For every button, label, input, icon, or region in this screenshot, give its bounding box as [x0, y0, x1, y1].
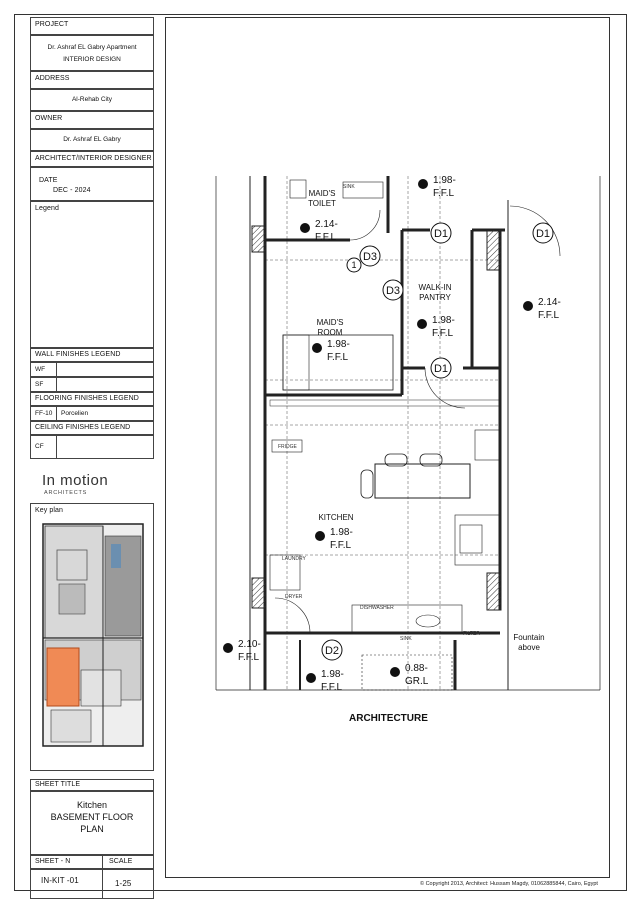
legend-code: CF	[31, 436, 57, 458]
key-plan-label: Key plan	[35, 507, 64, 514]
door-tag-label: D1	[433, 363, 449, 375]
level-datum: F.F.L	[330, 540, 352, 551]
fixture-label: LAUNDRY	[282, 556, 306, 562]
floor-legend-title: FLOORING FINISHES LEGEND	[35, 395, 139, 402]
door-tag-label: D1	[535, 228, 551, 240]
fixture-label: FRIDGE	[278, 444, 297, 450]
fixture-label: SINK	[400, 636, 412, 642]
level-marker	[306, 673, 316, 683]
project-label: PROJECT	[35, 21, 69, 28]
level-datum: F.F.L	[538, 310, 560, 321]
fixture-label: DRYER	[285, 594, 303, 600]
level-datum: F.F.L	[433, 188, 455, 199]
copyright-text: © Copyright 2013, Architect: Hussam Magdy, 01062885844, Cairo, Egypt	[420, 881, 598, 887]
level-datum: GR.L	[405, 676, 429, 687]
room-name: above	[518, 643, 540, 652]
wall-legend-title: WALL FINISHES LEGEND	[35, 351, 121, 358]
sheet-title-line1: Kitchen	[76, 800, 108, 810]
company-logo: In motion	[42, 472, 109, 489]
level-datum: F.F.L	[238, 652, 260, 663]
room-name: PANTRY	[419, 293, 451, 302]
level-value: 1.98-	[321, 669, 344, 680]
room-name: WALK-IN	[418, 283, 452, 292]
level-marker	[300, 223, 310, 233]
date-value: DEC - 2024	[53, 187, 91, 194]
fixture-label: SINK	[343, 184, 355, 190]
level-value: 1.98-	[432, 315, 455, 326]
fixture-label: DISHWASHER	[360, 605, 394, 611]
address-label: ADDRESS	[35, 75, 70, 82]
level-marker	[315, 531, 325, 541]
level-value: 2.14-	[315, 219, 338, 230]
level-marker	[312, 343, 322, 353]
scale-label: SCALE	[109, 858, 133, 865]
sheet-n-value: IN-KIT -01	[41, 876, 79, 885]
room-name: ROOM	[317, 328, 343, 337]
level-marker	[223, 643, 233, 653]
level-datum: F.F.L	[321, 682, 343, 693]
sheet-n-label: SHEET - N	[35, 858, 71, 865]
door-tag-label: D2	[324, 645, 340, 657]
drawing-title: ARCHITECTURE	[349, 713, 428, 724]
project-type: INTERIOR DESIGN	[63, 56, 121, 63]
room-name: Fountain	[513, 633, 545, 642]
door-tag-label: D1	[433, 228, 449, 240]
level-datum: F.F.L	[315, 232, 337, 243]
level-value: 1.98-	[327, 339, 350, 350]
ceiling-legend-title: CEILING FINISHES LEGEND	[35, 424, 131, 431]
legend-code: FF-10	[31, 407, 57, 420]
legend-code: SF	[31, 378, 57, 391]
level-value: 1.98-	[330, 527, 353, 538]
address-value: Al-Rehab City	[71, 96, 113, 103]
owner-label: OWNER	[35, 115, 63, 122]
level-value: 1.98-	[433, 175, 456, 186]
door-tag-label: D3	[362, 251, 378, 263]
legend-desc: Porcelien	[61, 410, 89, 417]
sheet-title-line3: PLAN	[80, 824, 104, 834]
level-marker	[417, 319, 427, 329]
room-name: KITCHEN	[318, 513, 354, 522]
marker-label: 1	[351, 260, 357, 270]
level-datum: F.F.L	[432, 328, 454, 339]
room-name: MAID'S	[316, 318, 344, 327]
architect-label: ARCHITECT/INTERIOR DESIGNER	[35, 155, 152, 162]
scale-value: 1-25	[115, 879, 132, 888]
level-marker	[390, 667, 400, 677]
door-tag-label: D3	[385, 285, 401, 297]
level-value: 2.14-	[538, 297, 561, 308]
level-value: 0.88-	[405, 663, 428, 674]
level-datum: F.F.L	[327, 352, 349, 363]
sheet-title-line2: BASEMENT FLOOR	[50, 812, 134, 822]
room-name: MAID'S	[308, 189, 336, 198]
room-name: TOILET	[308, 199, 336, 208]
legend-label: Legend	[35, 205, 59, 212]
fixture-label: FILTER	[463, 631, 480, 637]
sheet-title-label: SHEET TITLE	[35, 781, 81, 788]
level-marker	[418, 179, 428, 189]
legend-code: WF	[31, 363, 57, 376]
owner-value: Dr. Ashraf EL Gabry	[63, 136, 121, 143]
date-label: DATE	[39, 177, 58, 184]
level-value: 2.10-	[238, 639, 261, 650]
project-name: Dr. Ashraf EL Gabry Apartment	[47, 44, 137, 51]
level-marker	[523, 301, 533, 311]
company-logo-sub: ARCHITECTS	[44, 490, 88, 496]
